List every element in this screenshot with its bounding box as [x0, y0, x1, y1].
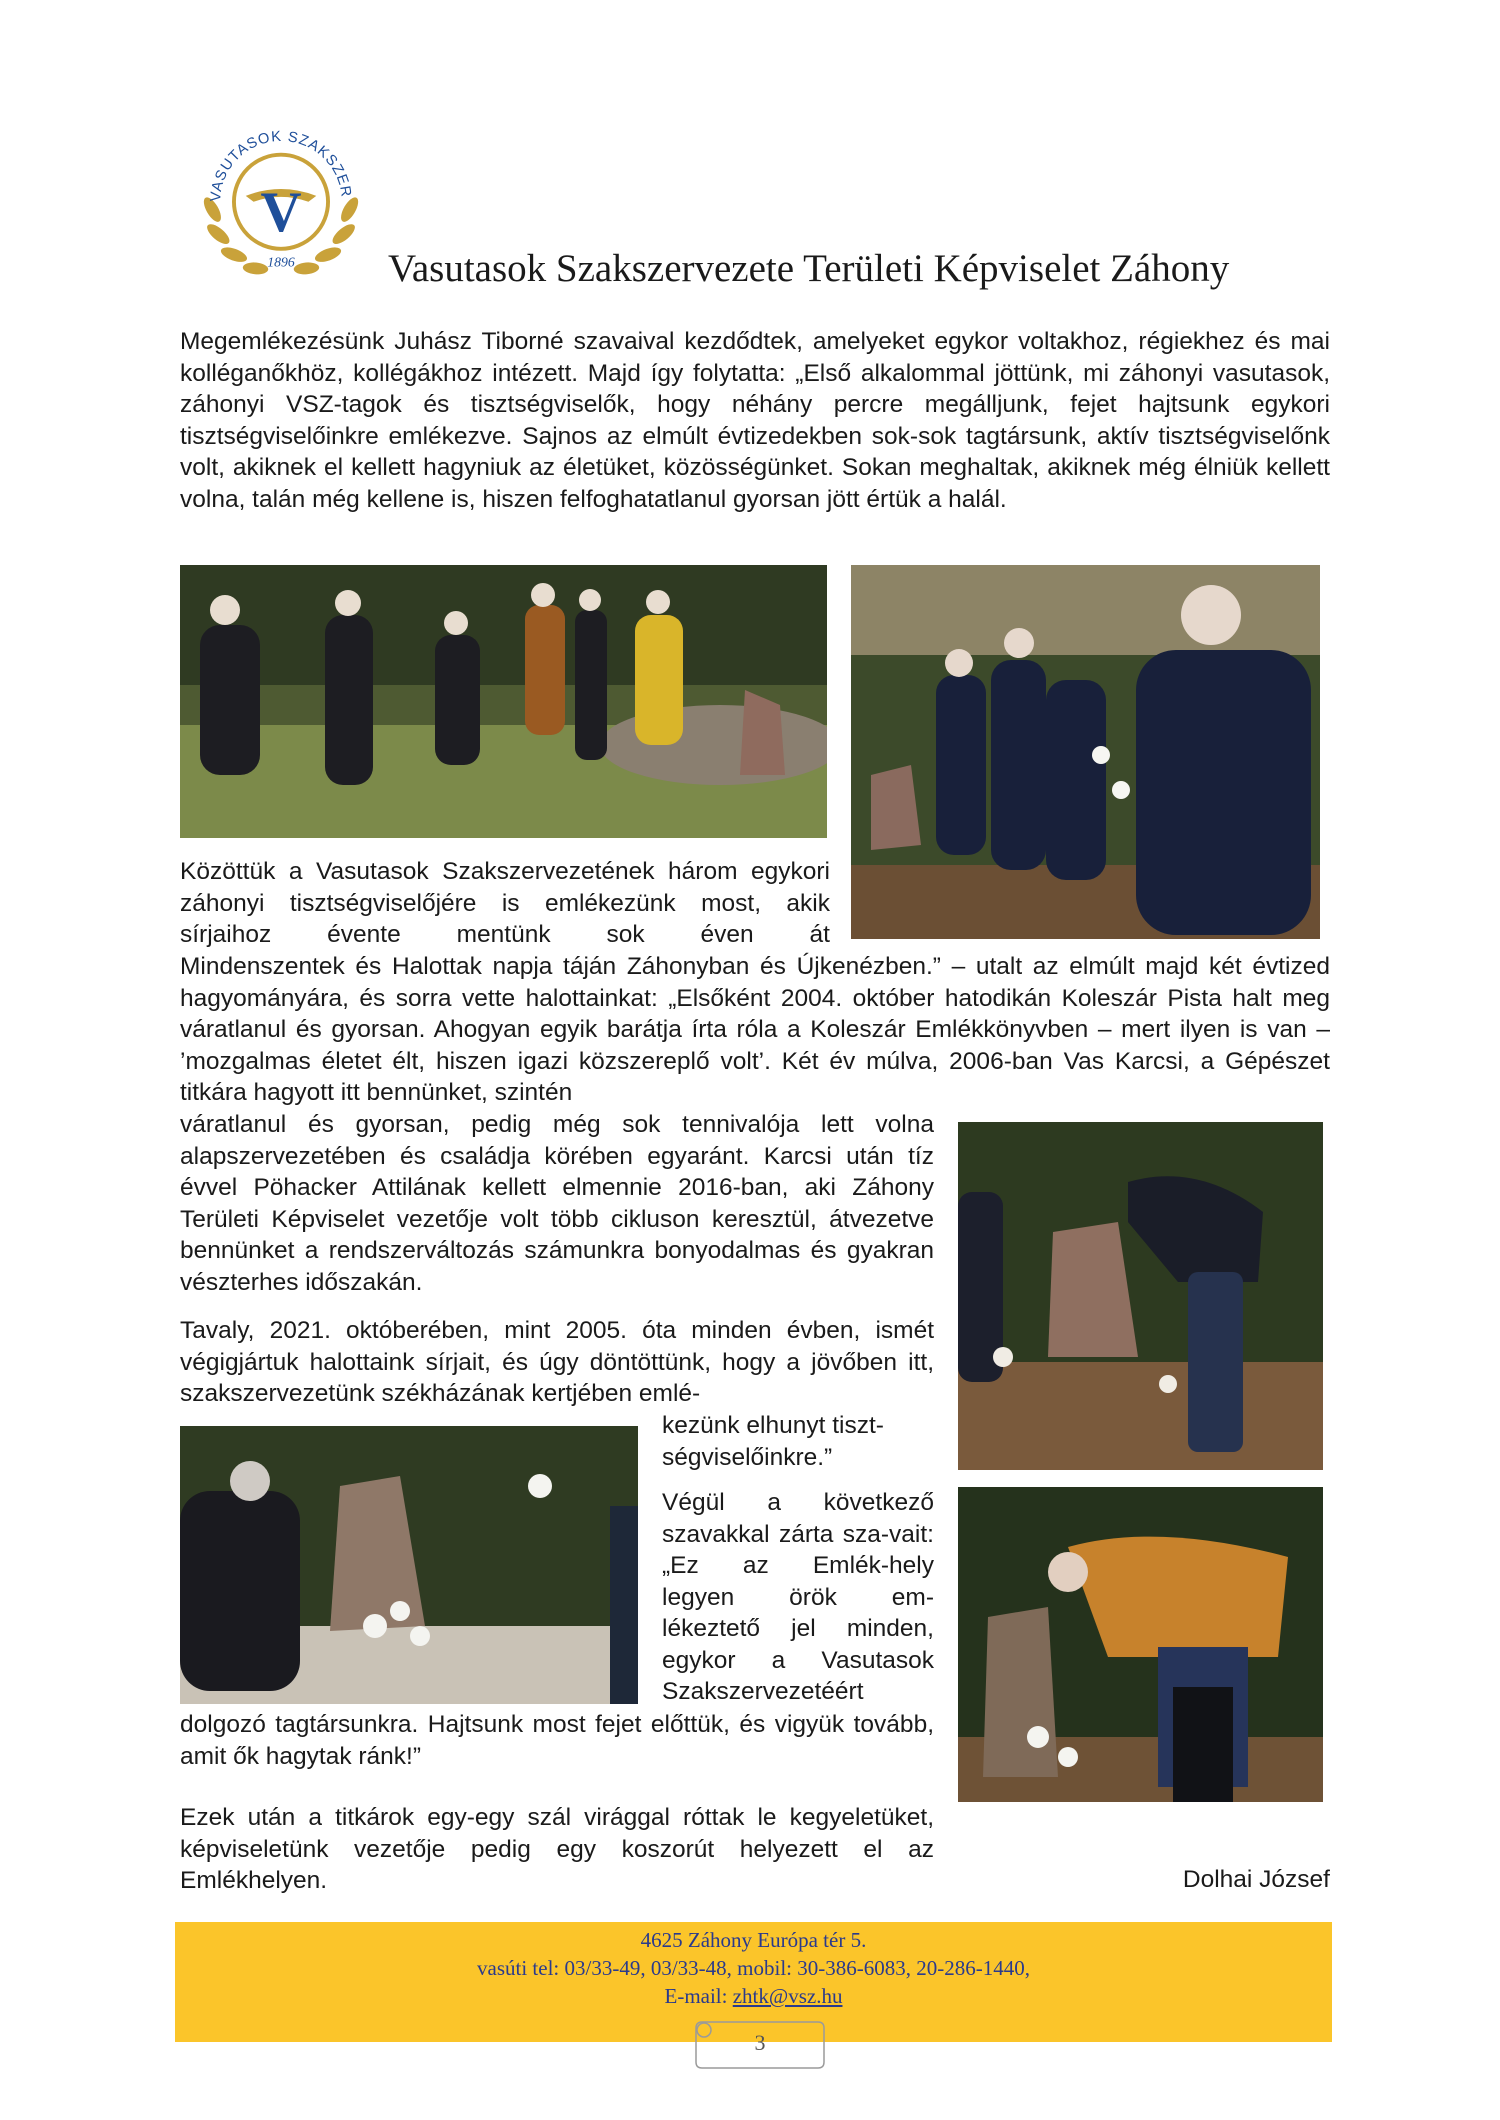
- footer-email-line: [175, 1982, 1332, 2010]
- paragraph-closing-quote: Végül a következő szavakkal zárta sza-vait: „Ez az Emlék-hely legyen örök em-lékeztető jel minden, egykor a Vasutasok Szakszervezetéért: [662, 1489, 934, 1705]
- author-signature: Dolhai József: [1182, 1866, 1330, 1893]
- paragraph-intro: Megemlékezésünk Juhász Tiborné szavaival kezdődtek, amelyeket egykor voltakhoz, régiekhez és mai kolléganőkhöz, kollégákhoz intézett. Majd így folytatta: „Első alkalommal jöttünk, mi záhonyi vasutasok, záhonyi VSZ-tagok és tisztségviselők, hogy néhány percre megálljunk, fejet hajtsunk egykori tisztségviselőinkre emlékezve. Sajnos az elmúlt évtizedekben sok-sok tagtársunk, aktív tisztségviselőnk volt, akiknek el kellett hagyniuk az életüket, közösségünket. Sokan meghaltak, akiknek még élniük kellett volna, talán még kellene is, hiszen felfoghatatlanul gyorsan jött értük a halál.: [180, 328, 1330, 513]
- page-number-scroll: [690, 2018, 830, 2072]
- footer-email-label: E-mail:: [664, 1984, 733, 2008]
- paragraph-history: Mindenszentek és Halottak napja táján Záhonyban és Újkenézben.” – utalt az elmúlt majd két évtized hagyományára, és sorra vette halottainkat: „Elsőként 2004. október hatodikán Koleszár Pista halt meg váratlanul és gyorsan. Ahogyan egyik barátja írta róla a Koleszár Emlékkönyvben – mert ilyen is van – ’mozgalmas életet élt, hiszen igazi közszereplő volt’. Két év múlva, 2006-ban Vas Karcsi, a Gépészet titkára hagyott itt bennünket, szintén: [180, 953, 1330, 1106]
- paragraph-closing-end: dolgozó tagtársunkra. Hajtsunk most fejet előttük, és vigyük tovább, amit ők hagytak ránk!”: [180, 1711, 934, 1770]
- union-logo: [183, 92, 379, 288]
- paragraph-losses: váratlanul és gyorsan, pedig még sok tennivalója lett volna alapszervezetében és családja körében egyaránt. Karcsi után tíz évvel Pöhacker Attilának kellett elmennie 2016-ban, aki Záhony Területi Képviselet vezetője volt több cikluson keresztül, átvezetve bennünket a rendszerváltozás számunkra bonyodalmas és gyakran vészterhes időszakán.: [180, 1111, 934, 1296]
- page-number: 3: [754, 2030, 766, 2055]
- footer-email-link[interactable]: zhtk@vsz.hu: [732, 1984, 843, 2008]
- footer-address: 4625 Záhony Európa tér 5.: [640, 1928, 867, 1952]
- footer-phones: vasúti tel: 03/33-49, 03/33-48, mobil: 30-386-6083, 20-286-1440,: [477, 1956, 1030, 1980]
- paragraph-decision-end: kezünk elhunyt tiszt-ségviselőinkre.”: [662, 1412, 884, 1471]
- photo-men-with-flowers: [851, 565, 1320, 939]
- paragraph-narrow-memorial: Közöttük a Vasutasok Szakszervezetének három egykori záhonyi tisztségviselőjére is emlékezünk most, akik sírjaihoz évente mentünk sok éven át: [180, 858, 830, 948]
- photo-group-at-memorial: [180, 565, 827, 838]
- paragraph-wreath: Ezek után a titkárok egy-egy szál virággal róttak le kegyeletüket, képviseletünk vezetője pedig egy koszorút helyezett el az Emlékhelyen.: [180, 1804, 934, 1894]
- photo-men-placing-flowers: [958, 1122, 1323, 1470]
- photo-man-orange-jacket: [958, 1487, 1323, 1802]
- page-title: Vasutasok Szakszervezete Területi Képviselet Záhony: [388, 247, 1230, 290]
- logo-year: 1896: [267, 254, 295, 270]
- photo-woman-placing-wreath: [180, 1426, 638, 1704]
- logo-ring-text: VASUTASOK SZAKSZER: [208, 128, 354, 203]
- logo-letter: V: [260, 181, 302, 245]
- paragraph-decision: Tavaly, 2021. októberében, mint 2005. óta minden évben, ismét végigjártuk halottaink sírjait, és úgy döntöttünk, hogy a jövőben itt, szakszervezetünk székházának kertjében emlé-: [180, 1317, 934, 1407]
